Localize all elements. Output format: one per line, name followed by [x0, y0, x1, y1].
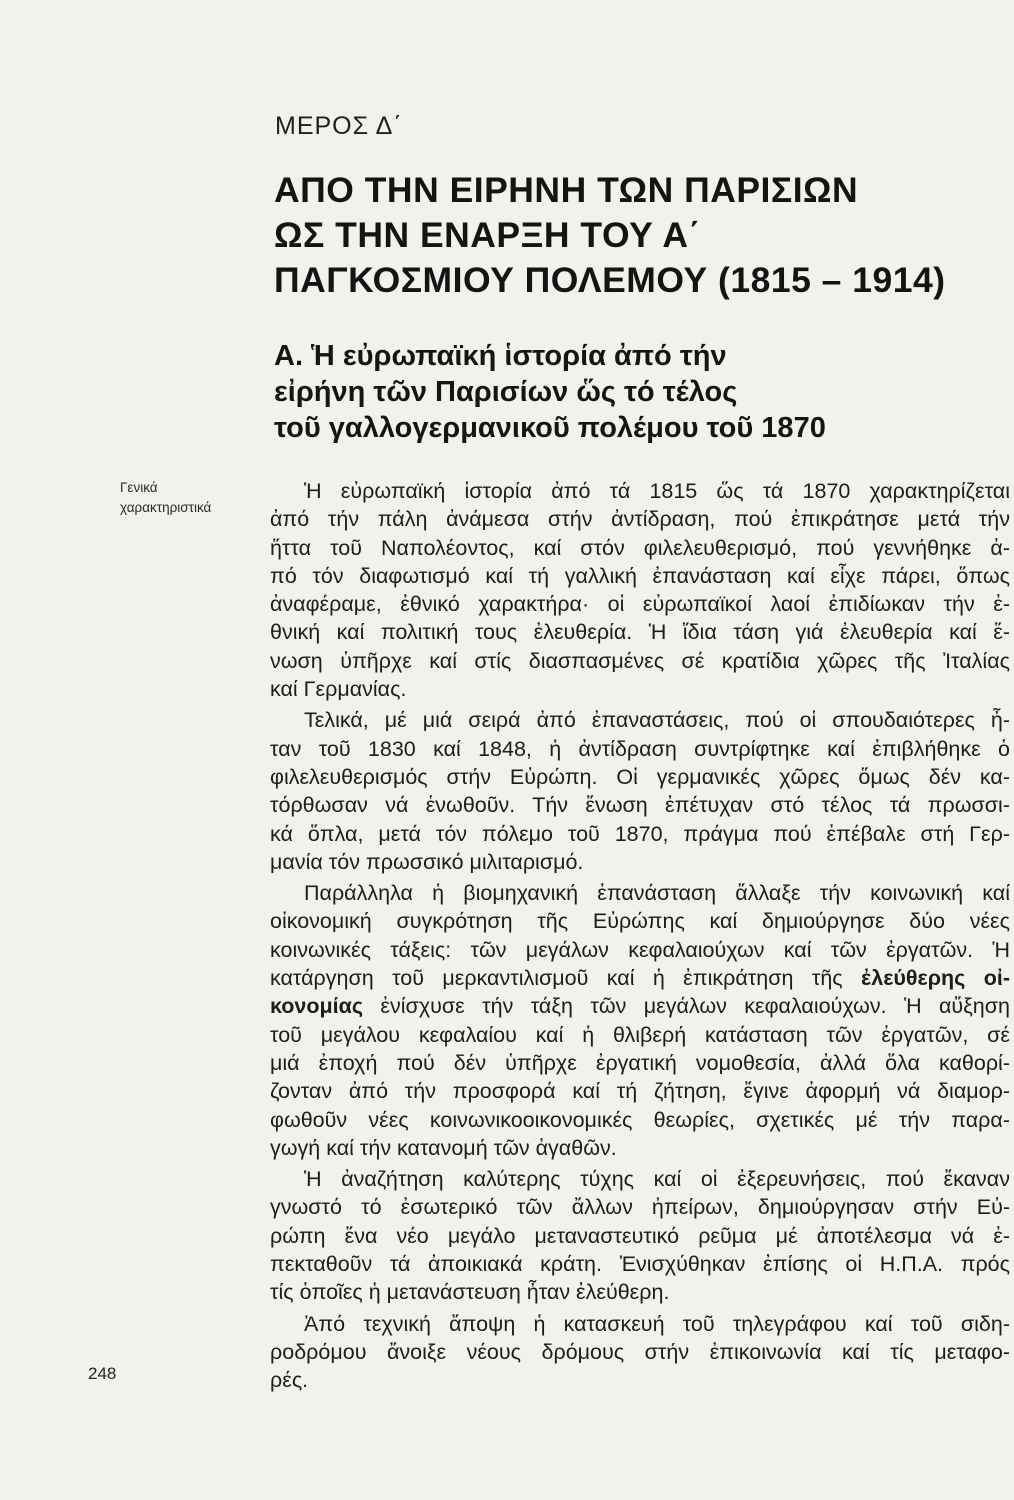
- chapter-title: [274, 168, 994, 303]
- paragraph: [270, 706, 1010, 876]
- text-line: Ἡ ἀναζήτηση καλύτερης τύχης καί οἱ ἐξερευνήσεις, πού ἔκαναν: [304, 1167, 1010, 1192]
- paragraph: [270, 879, 1010, 1162]
- text-line: τόρθωσαν νά ἑνωθοῦν. Τήν ἕνωση ἐπέτυχαν στό τέλος τά πρωσσι-: [270, 793, 1010, 818]
- text-line: νωση ὑπῆρχε καί στίς διασπασμένες σέ κρατίδια χῶρες τῆς Ἰταλίας: [270, 648, 1010, 673]
- section-title-line: τοῦ γαλλογερμανικοῦ πολέμου τοῦ 1870: [274, 412, 826, 444]
- text-line: μανία τόν πρωσσικό μιλιταρισμό.: [270, 849, 584, 874]
- text-line: γνωστό τό ἐσωτερικό τῶν ἄλλων ἠπείρων, δημιούργησαν στήν Εὐ-: [270, 1195, 1010, 1220]
- body-text: [270, 477, 1010, 1395]
- text-line: γωγή καί τήν κατανομή τῶν ἀγαθῶν.: [270, 1135, 617, 1160]
- section-title-line: εἰρήνη τῶν Παρισίων ὥς τό τέλος: [274, 376, 738, 408]
- paragraph: [270, 1310, 1010, 1395]
- text-line: οἰκονομική συγκρότηση τῆς Εὐρώπης καί δημιούργησε δύο νέες: [270, 909, 1010, 934]
- text-line: ἀναφέραμε, ἐθνικό χαρακτήρα· οἱ εὐρωπαϊκοί λαοί ἐπιδίωκαν τήν ἐ-: [270, 592, 1010, 617]
- chapter-title-line: ΩΣ ΤΗΝ ΕΝΑΡΞΗ ΤΟΥ Α΄: [274, 215, 701, 255]
- text-line: φιλελευθερισμός στήν Εὐρώπη. Οἱ γερμανικές χῶρες ὅμως δέν κα-: [270, 764, 1010, 789]
- text-line: πεκταθοῦν τά ἀποικιακά κράτη. Ἐνισχύθηκαν ἐπίσης οἱ Η.Π.Α. πρός: [270, 1252, 1010, 1277]
- text-line: Ἀπό τεχνική ἄποψη ἡ κατασκευή τοῦ τηλεγράφου καί τοῦ σιδη-: [304, 1311, 1010, 1336]
- text-line: ρές.: [270, 1368, 309, 1393]
- page-number: 248: [88, 1364, 117, 1383]
- text-line: κοινωνικές τάξεις: τῶν μεγάλων κεφαλαιούχων καί τῶν ἐργατῶν. Ἡ: [270, 937, 1010, 962]
- part-label: ΜΕΡΟΣ Δ΄: [275, 112, 403, 140]
- chapter-title-line: ΠΑΓΚΟΣΜΙΟΥ ΠΟΛΕΜΟΥ (1815 – 1914): [274, 260, 946, 300]
- text-line: θνική καί πολιτική τους ἐλευθερία. Ἡ ἴδια τάση γιά ἐλευθερία καί ἕ-: [270, 620, 1010, 645]
- text-line: μιά ἐποχή πού δέν ὑπῆρχε ἐργατική νομοθεσία, ἀλλά ὅλα καθορί-: [270, 1050, 1010, 1075]
- text-line: τίς ὁποῖες ἡ μετανάστευση ἦταν ἐλεύθερη.: [270, 1280, 670, 1305]
- bold-term: ἐλεύθερης οἰ-: [861, 966, 1010, 991]
- bold-term: κονομίας: [270, 994, 364, 1019]
- margin-note: [120, 478, 211, 518]
- text-line: ροδρόμου ἄνοιξε νέους δρόμους στήν ἐπικοινωνία καί τίς μεταφο-: [270, 1339, 1010, 1364]
- chapter-title-line: ΑΠΟ ΤΗΝ ΕΙΡΗΝΗ ΤΩΝ ΠΑΡΙΣΙΩΝ: [274, 170, 859, 210]
- text-line: τοῦ μεγάλου κεφαλαίου καί ἡ θλιβερή κατάσταση τῶν ἐργατῶν, σέ: [270, 1022, 1010, 1047]
- text-line: [270, 964, 1010, 992]
- margin-note-line: Γενικά: [120, 480, 158, 495]
- text-line: φωθοῦν νέες κοινωνικοοικονομικές θεωρίες, σχετικές μέ τήν παρα-: [270, 1107, 1010, 1132]
- text-line: ἥττα τοῦ Ναπολέοντος, καί στόν φιλελευθερισμό, πού γεννήθηκε ἀ-: [270, 535, 1010, 560]
- text-line: καί Γερμανίας.: [270, 677, 407, 702]
- paragraph: [270, 477, 1010, 703]
- text-line: κά ὅπλα, μετά τόν πόλεμο τοῦ 1870, πράγμα πού ἐπέβαλε στή Γερ-: [270, 821, 1010, 846]
- text-line: πό τόν διαφωτισμό καί τή γαλλική ἐπανάσταση καί εἶχε πάρει, ὅπως: [270, 563, 1010, 588]
- text-line: ταν τοῦ 1830 καί 1848, ἡ ἀντίδραση συντρίφτηκε καί ἐπιβλήθηκε ὁ: [270, 736, 1010, 761]
- text-line: [270, 992, 1010, 1020]
- text-line: Παράλληλα ἡ βιομηχανική ἐπανάσταση ἄλλαξε τήν κοινωνική καί: [304, 881, 1010, 906]
- text-line: ρώπη ἕνα νέο μεγάλο μεταναστευτικό ρεῦμα μέ ἀποτέλεσμα νά ἐ-: [270, 1223, 1010, 1248]
- text-fragment: κατάργηση τοῦ μερκαντιλισμοῦ καί ἡ ἐπικράτηση τῆς: [270, 966, 862, 991]
- section-title-line: Α. Ἡ εὐρωπαϊκή ἱστορία ἀπό τήν: [274, 340, 727, 372]
- text-fragment: ἐνίσχυσε τήν τάξη τῶν μεγάλων κεφαλαιούχων. Ἡ αὔξηση: [363, 994, 1010, 1019]
- text-line: Τελικά, μέ μιά σειρά ἀπό ἐπαναστάσεις, πού οἱ σπουδαιότερες ἦ-: [304, 708, 1010, 733]
- text-line: ἀπό τήν πάλη ἀνάμεσα στήν ἀντίδραση, πού ἐπικράτησε μετά τήν: [270, 507, 1010, 532]
- paragraph: [270, 1165, 1010, 1306]
- text-line: Ἡ εὐρωπαϊκή ἱστορία ἀπό τά 1815 ὥς τά 1870 χαρακτηρίζεται: [304, 479, 1010, 503]
- text-line: ζονταν ἀπό τήν προσφορά καί τή ζήτηση, ἔγινε ἀφορμή νά διαμορ-: [270, 1079, 1010, 1104]
- section-title: [274, 338, 994, 446]
- margin-note-line: χαρακτηριστικά: [120, 500, 212, 515]
